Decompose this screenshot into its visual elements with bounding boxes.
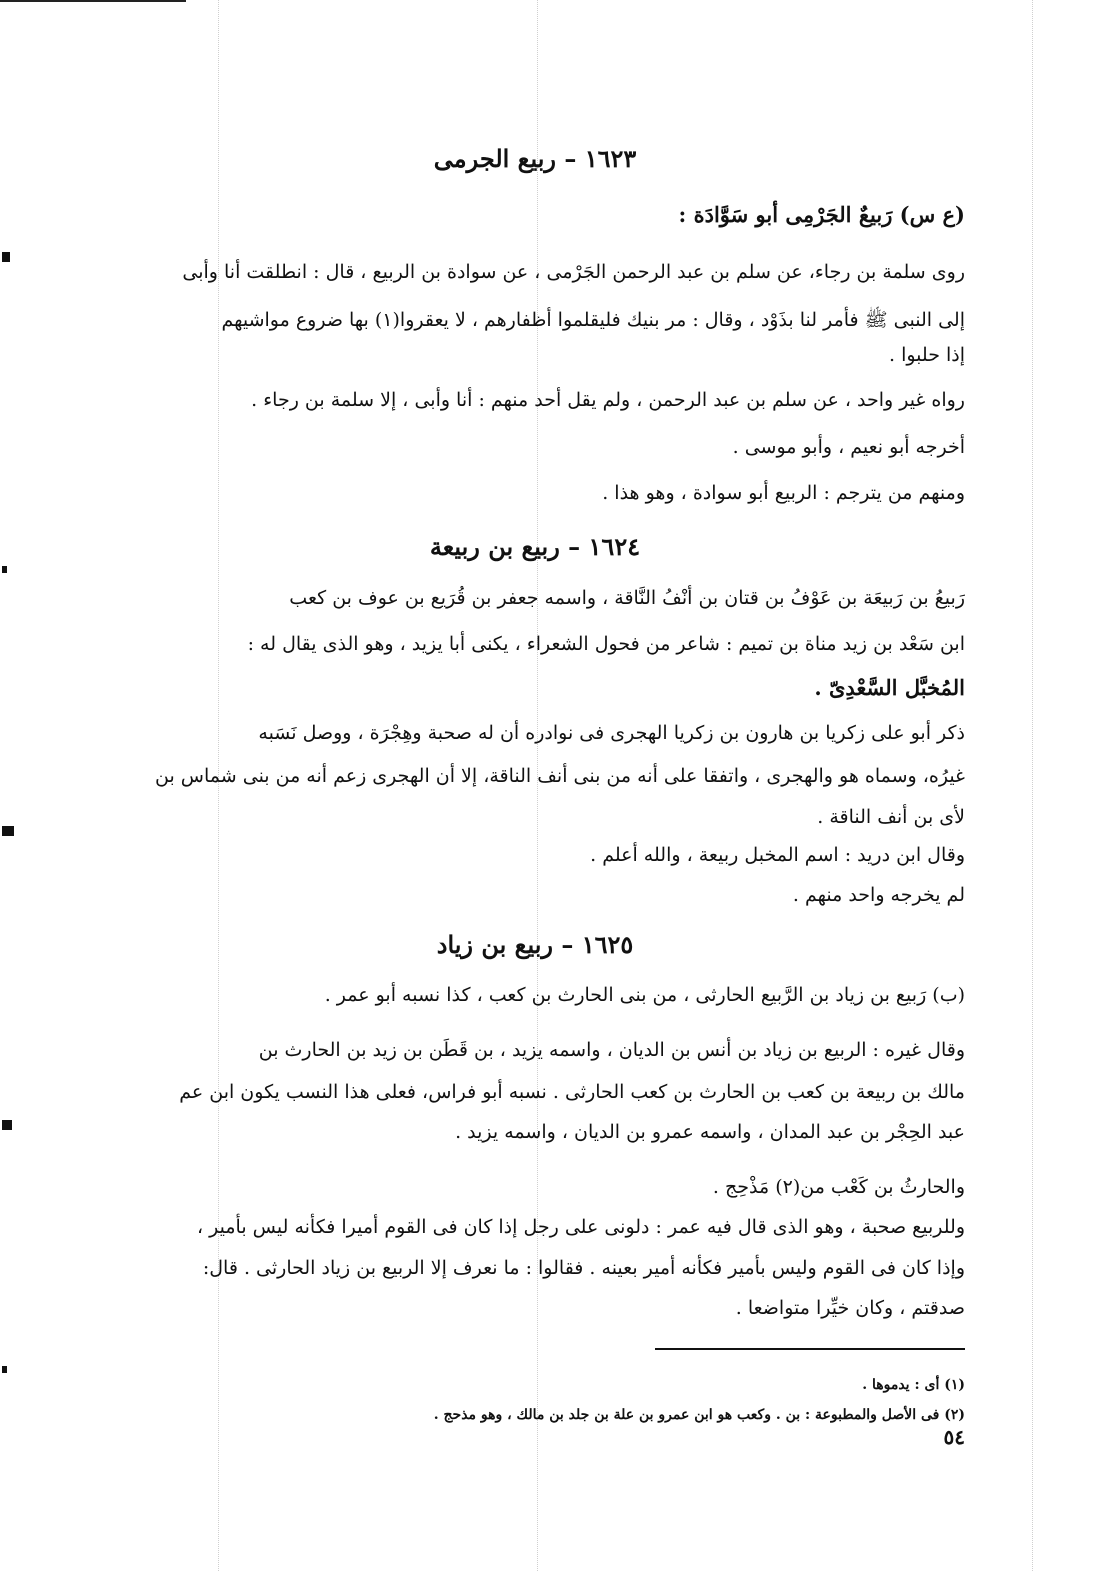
text-line: عبد الحِجْر بن عبد المدان ، واسمه عمرو بن الديان ، واسمه يزيد .: [455, 1121, 965, 1143]
entry-name-line: (ع س) رَبيعٌ الجَرْمِى أبو سَوَّادَة :: [678, 202, 965, 227]
margin-scan-mark: [2, 1120, 12, 1130]
entry-name-line: (ب) رَبيع بن زياد بن الرَّبيع الحارثى ، من بنى الحارث بن كعب ، كذا نسبه أبو عمر .: [324, 984, 965, 1006]
text-line: روى سلمة بن رجاء، عن سلم بن عبد الرحمن الجَرْمى ، عن سوادة بن الربيع ، قال : انطلقت أنا وأبى: [182, 261, 965, 283]
footnote: (١) أى : يدموها .: [862, 1377, 965, 1393]
text-line: وقال ابن دريد : اسم المخبل ربيعة ، والله أعلم .: [590, 844, 965, 866]
text-line: غيرُه، وسماه هو والهجرى ، واتفقا على أنه من بنى أنف الناقة، إلا أن الهجرى زعم أنه من بنى شماس بن: [155, 765, 965, 787]
text-line: لم يخرجه واحد منهم .: [792, 884, 965, 906]
footnote-separator: [655, 1348, 965, 1350]
page-number: ٥٤: [943, 1425, 965, 1449]
margin-scan-mark: [2, 252, 10, 262]
entry-heading: ١٦٢٥ – ربيع بن زياد: [436, 930, 634, 959]
text-line: أخرجه أبو نعيم ، وأبو موسى .: [732, 436, 965, 458]
entry-heading: ١٦٢٤ – ربيع بن ربيعة: [429, 532, 641, 561]
text-line: وللربيع صحبة ، وهو الذى قال فيه عمر : دلونى على رجل إذا كان فى القوم أميرا فكأنه ليس بأمير ،: [196, 1216, 965, 1238]
text-line: ذكر أبو على زكريا بن هارون بن زكريا الهجرى فى نوادره أن له صحبة وهِجْرَة ، ووصل نَسَبه: [258, 722, 965, 744]
top-edge-rule: [0, 0, 186, 2]
margin-scan-mark: [2, 566, 7, 573]
text-line: وإذا كان فى القوم وليس بأمير فكأنه أمير بعينه . فقالوا : ما نعرف إلا الربيع بن زياد الحارثى . قال:: [202, 1257, 965, 1279]
text-line: صدقتم ، وكان خيِّرا متواضعا .: [735, 1297, 965, 1319]
text-line: مالك بن ربيعة بن كعب بن الحارث بن كعب الحارثى . نسبه أبو فراس، فعلى هذا النسب يكون ابن عم: [179, 1081, 965, 1103]
text-line: رواه غير واحد ، عن سلم بن عبد الرحمن ، ولم يقل أحد منهم : أنا وأبى ، إلا سلمة بن رجاء .: [251, 389, 965, 411]
entry-heading: ١٦٢٣ – ربيع الجرمى: [433, 144, 637, 173]
margin-scan-mark: [2, 1366, 7, 1373]
text-line: وقال غيره : الربيع بن زياد بن أنس بن الديان ، واسمه يزيد ، بن قَطَن بن زيد بن الحارث بن: [258, 1039, 965, 1061]
footnote: (٢) فى الأصل والمطبوعة : بن . وكعب هو ابن عمرو بن علة بن جلد بن مالك ، وهو مذحج .: [433, 1407, 965, 1423]
scan-guide-line: [1032, 0, 1033, 1571]
text-line: إلى النبى ﷺ فأمر لنا بذَوْد ، وقال : مر بنيك فليقلموا أظفارهم ، لا يعقروا(١) بها ضروع مواشيهم: [221, 309, 965, 331]
text-line: ابن سَعْد بن زيد مناة بن تميم : شاعر من فحول الشعراء ، يكنى أبا يزيد ، وهو الذى يقال له :: [247, 633, 965, 655]
text-line: رَبيعُ بن رَبيعَة بن عَوْفُ بن قتان بن أنْفُ النَّاقة ، واسمه جعفر بن قُرَيع بن عوف بن كعب: [289, 587, 965, 609]
text-line: ومنهم من يترجم : الربيع أبو سوادة ، وهو هذا .: [602, 482, 965, 504]
text-line: المُخبَّل السَّعْدِىّ .: [814, 675, 965, 700]
text-line: إذا حلبوا .: [889, 344, 965, 366]
text-line: والحارثُ بن كَعْب من(٢) مَذْحِج .: [712, 1176, 965, 1198]
margin-scan-mark: [2, 826, 14, 836]
text-line: لأى بن أنف الناقة .: [817, 806, 965, 828]
